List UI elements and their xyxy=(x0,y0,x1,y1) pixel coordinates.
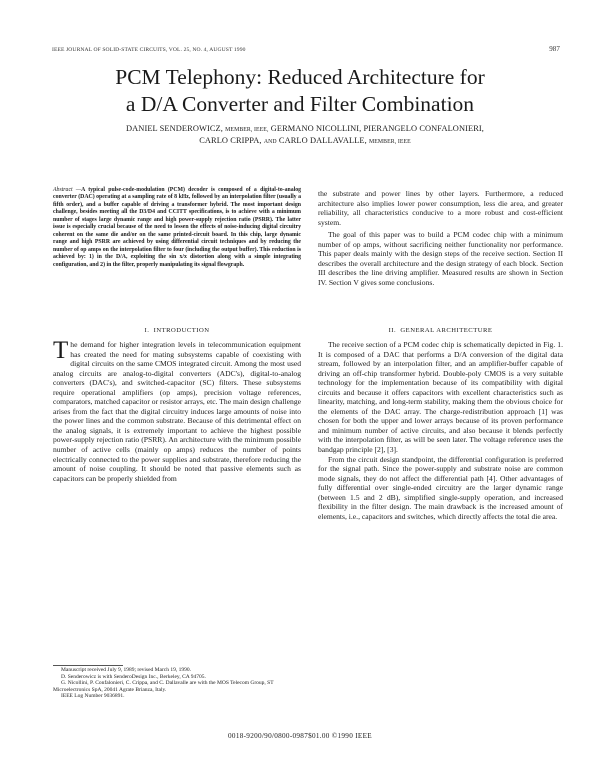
author-name: GERMANO NICOLLINI, PIERANGELO CONFALONIERI, xyxy=(270,124,484,133)
paragraph: he demand for higher integration levels in telecommunication equipment has created the need for mating subsystems capable of coexisting with digital circuits on the same CMOS integrated circuit. Among the most used analog circuits are analog-to-digital converters (ADC's), digital-to-analog converters (DAC's), and switched-capacitor (SC) filters. These subsystems require operational amplifiers (op amps), precision voltage references, comparators, matched capacitor or resistor arrays, etc. The main design challenge arises from the fact that the digital circuitry induces large amounts of noise into the power lines and the common substrate. Because of this detrimental effect on the analog signals, it is extremely important to achieve the highest possible power-supply rejection ratio (PSRR). An architecture with the minimum possible number of active cells (mainly op amps) reduces the number of points electrically connected to the power supplies and substrate, therefore reducing the amount of noise coupling. It should be noted that passive elements such as capacitors can be properly shielded from xyxy=(53,340,301,483)
footnotes xyxy=(53,667,301,700)
paragraph: The goal of this paper was to build a PCM codec chip with a minimum number of op amps, without sacrificing neither functionality nor performance. This paper deals mainly with the design steps of the receive section. Section II describes the overall architecture and the design strategy of each block. Section III describes the line driving amplifier. Measured results are shown in Section IV. Section V gives some conclusions. xyxy=(318,230,563,287)
title-line-2: a D/A Converter and Filter Combination xyxy=(125,92,475,116)
author-role: MEMBER, IEEE xyxy=(369,138,411,145)
title-line-1: PCM Telephony: Reduced Architecture for xyxy=(115,65,485,89)
general-architecture-text xyxy=(318,340,563,521)
footnote-rule xyxy=(53,665,123,666)
introduction-text xyxy=(53,337,301,483)
journal-name: IEEE JOURNAL OF SOLID-STATE CIRCUITS, VOL. 25, NO. 4, AUGUST 1990 xyxy=(52,47,246,53)
running-header xyxy=(52,47,560,57)
author-conjunction: AND xyxy=(263,138,277,145)
footnote: D. Senderowicz is with SenderoDesign Inc., Berkeley, CA 94705. xyxy=(61,673,206,680)
footnote: IEEE Log Number 9036891. xyxy=(61,693,125,700)
paragraph: The receive section of a PCM codec chip is schematically depicted in Fig. 1. It is composed of a DAC that performs a D/A conversion of the digital data stream, followed by an interpolation filter, and an amplifier-buffer capable of driving an off-chip transformer hybrid. Double-poly CMOS is a very suitable technology for the implementation because of its compatibility with digital circuits and because it offers capacitors with excellent characteristics such as linearity, matching, and long-term stability, making them the obvious choice for the elements of the DAC array. The charge-redistribution approach [1] was chosen for both the upper and lower arrays because of its proven performance and minimum number of active circuits, and also because it blends perfectly with the interpolation filter, as will be seen later. The voltage reference uses the bandgap principle [2], [3]. xyxy=(318,340,563,455)
paper-title xyxy=(0,64,600,118)
drop-cap: T xyxy=(53,337,69,364)
footnote: Manuscript received July 9, 1989; revised March 19, 1990. xyxy=(61,667,191,673)
author-name: DANIEL SENDEROWICZ, xyxy=(126,124,223,133)
section-heading-general-architecture: II. GENERAL ARCHITECTURE xyxy=(388,327,493,334)
copyright-footer: 0018-9200/90/0800-0987$01.00 ©1990 IEEE xyxy=(228,732,372,740)
abstract-text: A typical pulse-code-modulation (PCM) decoder is composed of a digital-to-analog converter (DAC) operating at a sampling rate of 8 kHz, followed by an interpolation filter (usually a fifth order), and a buffer capable of driving a transformer hybrid. The most important design challenge, besides meeting all the D3/D4 and CCITT specifications, is to achieve with a minimum number of stages large dynamic range and high power-supply rejection ratio (PSRR). The latter issue is especially crucial because of the need to lessen the effects of noise-inducing digital circuitry coherent on the same die and/or on the same printed-circuit board. In this chip, large dynamic range and high PSRR are achieved by using differential circuit techniques and by reducing the number of op amps on the interpolation filter to four (including the output buffer). This reduction is achieved by: 1) in the D/A, exploiting the sin x/x distortion along with a simple integrating configuration, and 2) in the filter, properly manipulating its signal flowgraph. xyxy=(53,187,302,268)
paragraph: From the circuit design standpoint, the differential configuration is preferred for the signal path. Since the power-supply and substrate noise are common mode signals, they do not affect the differential path [4]. Other advantages of fully differential over single-ended circuitry are the larger dynamic range (between 1.5 and 2 dB), simplified single-supply operation, and increased flexibility in the filter design. The main drawback is the increased amount of elements, i.e., capacitors and switches, which directly affects the total die area. xyxy=(318,454,563,521)
abstract-label: Abstract — xyxy=(53,187,82,193)
author-name: CARLO DALLAVALLE, xyxy=(278,135,367,145)
author-line-2 xyxy=(60,136,550,148)
abstract xyxy=(53,187,301,269)
page-number: 987 xyxy=(549,45,560,53)
author-list xyxy=(60,124,550,147)
author-name: CARLO CRIPPA, xyxy=(199,135,262,145)
author-role: MEMBER, IEEE, xyxy=(225,127,269,133)
section-heading-introduction: I. INTRODUCTION xyxy=(144,327,210,334)
footnote: G. Nicollini, P. Confalonieri, C. Crippa, and C. Dallavalle are with the MOS Telecom Group, ST Microelectronics SpA, 20041 Agrate Brianza, Italy. xyxy=(53,680,274,693)
right-column-top xyxy=(318,189,563,287)
paragraph: the substrate and power lines by other layers. Furthermore, a reduced architecture also implies lower power consumption, less die area, and greater reliability, all characteristics conducive to a more robust and cost-efficient system. xyxy=(318,189,563,227)
author-line-1 xyxy=(60,124,550,136)
